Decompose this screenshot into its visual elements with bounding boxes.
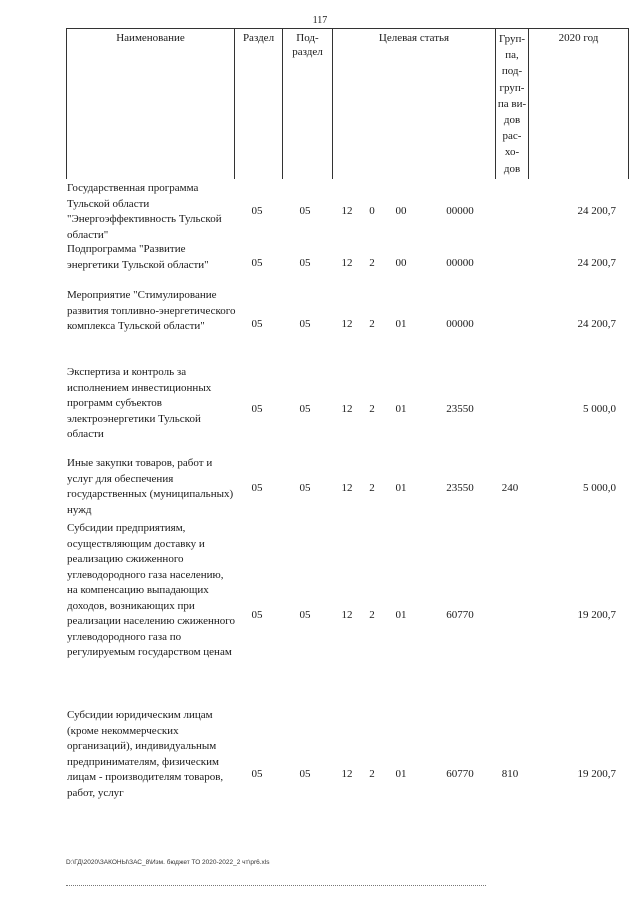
row-name: Государственная программа Тульской области "Энергоэффективность Тульской области": [67, 182, 222, 241]
row-program: 12: [341, 318, 353, 330]
row-program: 12: [341, 482, 353, 494]
row-name: Субсидии предприятиям, осуществляющим доставку и реализацию сжиженного углеводородного газа населению, на компенсацию выпадающих доходов, возникающих при реализации населению сжиженного углеводородного газа по регулируемым государством ценам: [67, 522, 236, 658]
row-program: 12: [341, 205, 353, 217]
row-subsection: 05: [299, 257, 311, 269]
header-year: 2020 год: [528, 29, 629, 179]
row-subsection: 05: [299, 609, 311, 621]
header-section: Раздел: [234, 29, 282, 179]
row-program: 12: [341, 768, 353, 780]
row-program: 12: [341, 609, 353, 621]
footer-divider: [66, 885, 486, 886]
row-group: 810: [501, 768, 519, 780]
row-direction: 60770: [446, 609, 474, 621]
row-direction: 23550: [446, 482, 474, 494]
row-section: 05: [251, 257, 263, 269]
row-sub: 2: [369, 609, 375, 621]
row-amount: 19 200,7: [577, 609, 616, 621]
row-direction: 00000: [446, 257, 474, 269]
row-name: Мероприятие "Стимулирование развития топливно-энергетического комплекса Тульской области": [67, 289, 236, 332]
row-event: 00: [395, 205, 407, 217]
row-program: 12: [341, 403, 353, 415]
row-event: 00: [395, 257, 407, 269]
row-section: 05: [251, 482, 263, 494]
row-sub: 2: [369, 318, 375, 330]
row-direction: 00000: [446, 318, 474, 330]
row-sub: 2: [369, 403, 375, 415]
row-event: 01: [395, 318, 407, 330]
row-event: 01: [395, 768, 407, 780]
row-section: 05: [251, 205, 263, 217]
row-subsection: 05: [299, 768, 311, 780]
row-name: Подпрограмма "Развитие энергетики Тульской области": [67, 243, 209, 271]
row-sub: 2: [369, 768, 375, 780]
row-sub: 2: [369, 257, 375, 269]
row-sub: 2: [369, 482, 375, 494]
row-name: Экспертиза и контроль за исполнением инвестиционных программ субъектов электроэнергетики Тульской области: [67, 366, 212, 440]
row-event: 01: [395, 609, 407, 621]
header-target-article: Целевая статья: [332, 29, 495, 179]
row-amount: 5 000,0: [583, 482, 616, 494]
row-subsection: 05: [299, 318, 311, 330]
row-amount: 19 200,7: [577, 768, 616, 780]
row-direction: 60770: [446, 768, 474, 780]
row-section: 05: [251, 403, 263, 415]
header-expense-group: Груп- па, под- груп- па ви- дов рас- хо- дов: [495, 29, 528, 179]
row-name: Иные закупки товаров, работ и услуг для обеспечения государственных (муниципальных) нужд: [67, 457, 234, 516]
row-amount: 5 000,0: [583, 403, 616, 415]
row-event: 01: [395, 482, 407, 494]
row-section: 05: [251, 318, 263, 330]
row-direction: 23550: [446, 403, 474, 415]
header-name: Наименование: [66, 29, 234, 179]
row-subsection: 05: [299, 482, 311, 494]
row-section: 05: [251, 609, 263, 621]
page-number: 117: [312, 15, 328, 26]
row-section: 05: [251, 768, 263, 780]
row-group: 240: [501, 482, 519, 494]
row-sub: 0: [369, 205, 375, 217]
header-subsection: Под- раздел: [282, 29, 332, 179]
row-name: Субсидии юридическим лицам (кроме некоммерческих организаций), индивидуальным предпринимателям, физическим лицам - производителям товаров, работ, услуг: [67, 709, 224, 799]
row-event: 01: [395, 403, 407, 415]
row-program: 12: [341, 257, 353, 269]
row-subsection: 05: [299, 205, 311, 217]
row-amount: 24 200,7: [577, 205, 616, 217]
file-path-footer: D:\ГД\2020\ЗАКОНЫ\ЗАС_8\Изм. бюджет ТО 2020-2022_2 чт\pr6.xls: [66, 859, 270, 866]
row-subsection: 05: [299, 403, 311, 415]
row-direction: 00000: [446, 205, 474, 217]
row-amount: 24 200,7: [577, 257, 616, 269]
row-amount: 24 200,7: [577, 318, 616, 330]
